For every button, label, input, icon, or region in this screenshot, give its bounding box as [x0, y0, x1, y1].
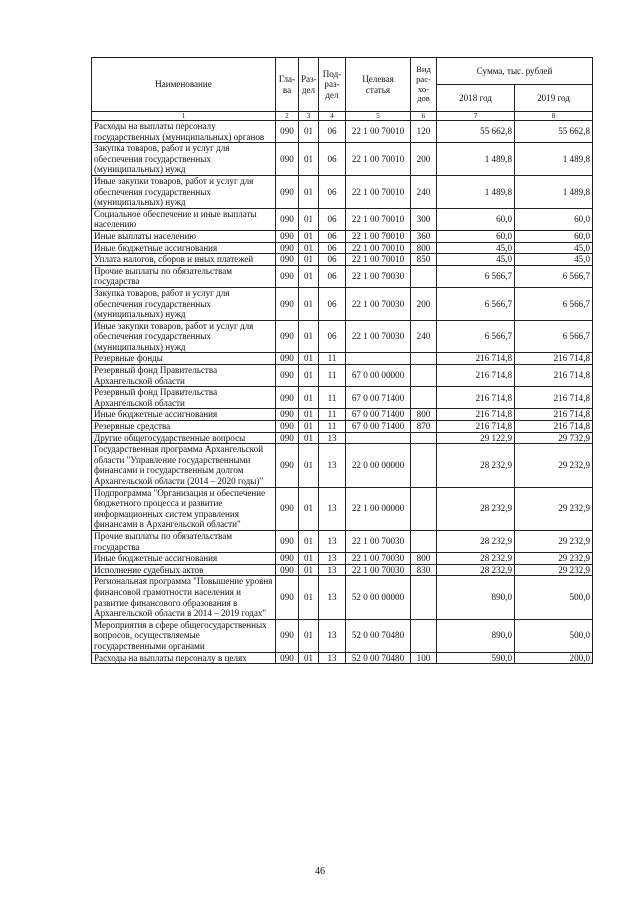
- header-year-2018: 2018 год: [437, 85, 515, 112]
- row-amount-2018: 55 662,8: [437, 121, 515, 143]
- row-amount-2019: 60,0: [515, 230, 593, 242]
- row-target-article: 22 1 00 70010: [346, 242, 411, 254]
- row-amount-2019: 29 232,9: [515, 564, 593, 576]
- row-expense-type: 830: [411, 564, 437, 576]
- row-target-article: 22 1 00 70010: [346, 175, 411, 208]
- row-glava: 090: [276, 353, 299, 365]
- row-razdel: 01: [299, 576, 319, 619]
- table-row: [92, 121, 593, 143]
- col-number: 3: [299, 112, 319, 121]
- row-amount-2019: 29 232,9: [515, 487, 593, 530]
- row-glava: 090: [276, 208, 299, 230]
- row-podrazdel: 06: [319, 320, 346, 353]
- row-podrazdel: 13: [319, 576, 346, 619]
- table-row: [92, 353, 593, 365]
- row-target-article: 67 0 00 71400: [346, 387, 411, 409]
- row-name: Иные закупки товаров, работ и услуг для обеспечения государственных (муниципальных) нужд: [92, 175, 276, 208]
- row-amount-2019: 1 489,8: [515, 143, 593, 176]
- row-razdel: 01: [299, 530, 319, 552]
- row-expense-type: [411, 487, 437, 530]
- row-amount-2019: 216 714,8: [515, 353, 593, 365]
- row-name: Иные бюджетные ассигнования: [92, 409, 276, 421]
- row-expense-type: 120: [411, 121, 437, 143]
- row-amount-2019: 29 732,9: [515, 432, 593, 444]
- row-target-article: 22 1 00 70010: [346, 230, 411, 242]
- table-row: [92, 287, 593, 320]
- row-expense-type: [411, 444, 437, 487]
- row-podrazdel: 11: [319, 353, 346, 365]
- row-expense-type: 870: [411, 421, 437, 433]
- row-amount-2018: 1 489,8: [437, 175, 515, 208]
- budget-table: [91, 57, 593, 664]
- table-header: [92, 58, 593, 121]
- header-row-1: [92, 58, 593, 85]
- row-name: Расходы на выплаты персоналу в целях: [92, 652, 276, 664]
- row-amount-2018: 6 566,7: [437, 320, 515, 353]
- row-target-article: [346, 432, 411, 444]
- row-amount-2019: 45,0: [515, 242, 593, 254]
- row-amount-2018: 28 232,9: [437, 487, 515, 530]
- row-podrazdel: 06: [319, 143, 346, 176]
- row-expense-type: [411, 353, 437, 365]
- row-amount-2018: 216 714,8: [437, 409, 515, 421]
- row-name: Социальное обеспечение и иные выплаты населению: [92, 208, 276, 230]
- row-expense-type: [411, 432, 437, 444]
- row-name: Прочие выплаты по обязательствам государства: [92, 265, 276, 287]
- row-expense-type: 100: [411, 652, 437, 664]
- row-target-article: 22 0 00 00000: [346, 444, 411, 487]
- row-name: Уплата налогов, сборов и иных платежей: [92, 254, 276, 266]
- table-row: [92, 143, 593, 176]
- header-sum: Сумма, тыс. рублей: [437, 58, 593, 85]
- row-amount-2019: 216 714,8: [515, 409, 593, 421]
- row-podrazdel: 06: [319, 208, 346, 230]
- row-podrazdel: 06: [319, 175, 346, 208]
- row-expense-type: [411, 576, 437, 619]
- row-expense-type: 240: [411, 175, 437, 208]
- row-amount-2018: 29 122,9: [437, 432, 515, 444]
- row-expense-type: [411, 530, 437, 552]
- row-podrazdel: 13: [319, 553, 346, 565]
- row-name: Другие общегосударственные вопросы: [92, 432, 276, 444]
- row-expense-type: 850: [411, 254, 437, 266]
- row-name: Резервные средства: [92, 421, 276, 433]
- row-target-article: 67 0 00 71400: [346, 421, 411, 433]
- row-name: Государственная программа Архангельской области "Управление государственными финансами и государственным долгом Архангельской области (2014 – 2020 годы)": [92, 444, 276, 487]
- row-target-article: 22 1 00 70010: [346, 208, 411, 230]
- row-name: Мероприятия в сфере общегосударственных вопросов, осуществляемые государственными органами: [92, 619, 276, 652]
- row-razdel: 01: [299, 619, 319, 652]
- row-razdel: 01: [299, 242, 319, 254]
- row-glava: 090: [276, 652, 299, 664]
- table-body: [92, 121, 593, 664]
- col-number: 4: [319, 112, 346, 121]
- row-target-article: 22 1 00 70010: [346, 121, 411, 143]
- row-razdel: 01: [299, 208, 319, 230]
- row-target-article: 67 0 00 00000: [346, 365, 411, 387]
- row-amount-2019: 216 714,8: [515, 421, 593, 433]
- row-razdel: 01: [299, 265, 319, 287]
- col-number: 2: [276, 112, 299, 121]
- budget-table-container: [91, 57, 592, 664]
- row-expense-type: 300: [411, 208, 437, 230]
- row-expense-type: 360: [411, 230, 437, 242]
- row-razdel: 01: [299, 432, 319, 444]
- header-name: Наименование: [92, 58, 276, 112]
- row-glava: 090: [276, 421, 299, 433]
- row-glava: 090: [276, 121, 299, 143]
- table-row: [92, 432, 593, 444]
- row-glava: 090: [276, 230, 299, 242]
- row-amount-2019: 200,0: [515, 652, 593, 664]
- row-amount-2019: 6 566,7: [515, 287, 593, 320]
- row-razdel: 01: [299, 409, 319, 421]
- row-glava: 090: [276, 320, 299, 353]
- table-row: [92, 230, 593, 242]
- row-amount-2018: 216 714,8: [437, 387, 515, 409]
- row-glava: 090: [276, 487, 299, 530]
- row-amount-2019: 6 566,7: [515, 320, 593, 353]
- table-row: [92, 652, 593, 664]
- row-target-article: 52 0 00 70480: [346, 652, 411, 664]
- row-razdel: 01: [299, 365, 319, 387]
- row-razdel: 01: [299, 652, 319, 664]
- row-podrazdel: 13: [319, 530, 346, 552]
- row-expense-type: 800: [411, 242, 437, 254]
- row-amount-2018: 28 232,9: [437, 530, 515, 552]
- row-target-article: 22 1 00 00000: [346, 487, 411, 530]
- row-podrazdel: 13: [319, 487, 346, 530]
- row-name: Закупка товаров, работ и услуг для обеспечения государственных (муниципальных) нужд: [92, 143, 276, 176]
- table-row: [92, 175, 593, 208]
- row-glava: 090: [276, 576, 299, 619]
- row-razdel: 01: [299, 444, 319, 487]
- row-podrazdel: 13: [319, 652, 346, 664]
- row-glava: 090: [276, 265, 299, 287]
- row-target-article: [346, 353, 411, 365]
- table-row: [92, 530, 593, 552]
- row-target-article: 22 1 00 70010: [346, 254, 411, 266]
- row-razdel: 01: [299, 553, 319, 565]
- row-name: Резервный фонд Правительства Архангельской области: [92, 365, 276, 387]
- row-amount-2019: 55 662,8: [515, 121, 593, 143]
- row-glava: 090: [276, 387, 299, 409]
- row-target-article: 22 1 00 70030: [346, 530, 411, 552]
- table-row: [92, 320, 593, 353]
- row-amount-2019: 6 566,7: [515, 265, 593, 287]
- row-amount-2019: 45,0: [515, 254, 593, 266]
- row-glava: 090: [276, 564, 299, 576]
- row-amount-2019: 1 489,8: [515, 175, 593, 208]
- row-target-article: 22 1 00 70010: [346, 143, 411, 176]
- table-row: [92, 444, 593, 487]
- row-amount-2019: 216 714,8: [515, 365, 593, 387]
- row-podrazdel: 06: [319, 287, 346, 320]
- row-razdel: 01: [299, 564, 319, 576]
- row-amount-2018: 216 714,8: [437, 365, 515, 387]
- row-razdel: 01: [299, 353, 319, 365]
- row-amount-2018: 60,0: [437, 208, 515, 230]
- table-row: [92, 576, 593, 619]
- row-amount-2018: 28 232,9: [437, 444, 515, 487]
- table-row: [92, 487, 593, 530]
- row-amount-2018: 216 714,8: [437, 421, 515, 433]
- row-amount-2018: 6 566,7: [437, 265, 515, 287]
- row-podrazdel: 13: [319, 444, 346, 487]
- row-name: Исполнение судебных актов: [92, 564, 276, 576]
- row-name: Прочие выплаты по обязательствам государства: [92, 530, 276, 552]
- row-expense-type: 800: [411, 553, 437, 565]
- row-name: Иные закупки товаров, работ и услуг для обеспечения государственных (муниципальных) нужд: [92, 320, 276, 353]
- row-expense-type: 800: [411, 409, 437, 421]
- row-expense-type: [411, 387, 437, 409]
- table-row: [92, 564, 593, 576]
- row-target-article: 22 1 00 70030: [346, 320, 411, 353]
- table-row: [92, 265, 593, 287]
- row-name: Иные бюджетные ассигнования: [92, 242, 276, 254]
- row-glava: 090: [276, 254, 299, 266]
- row-glava: 090: [276, 619, 299, 652]
- table-row: [92, 409, 593, 421]
- row-glava: 090: [276, 432, 299, 444]
- table-row: [92, 208, 593, 230]
- column-number-row: [92, 112, 593, 121]
- row-amount-2018: 45,0: [437, 254, 515, 266]
- row-target-article: 22 1 00 70030: [346, 265, 411, 287]
- row-target-article: 67 0 00 71400: [346, 409, 411, 421]
- row-amount-2018: 890,0: [437, 619, 515, 652]
- row-target-article: 22 1 00 70030: [346, 564, 411, 576]
- row-target-article: 52 0 00 00000: [346, 576, 411, 619]
- row-glava: 090: [276, 242, 299, 254]
- header-year-2019: 2019 год: [515, 85, 593, 112]
- row-razdel: 01: [299, 121, 319, 143]
- row-expense-type: [411, 265, 437, 287]
- row-podrazdel: 11: [319, 365, 346, 387]
- row-name: Расходы на выплаты персоналу государственных (муниципальных) органов: [92, 121, 276, 143]
- row-name: Региональная программа "Повышение уровня финансовой грамотности населения и развитие финансового образования в Архангельской области в 2014 – 2019 годах": [92, 576, 276, 619]
- col-number: 8: [515, 112, 593, 121]
- table-row: [92, 365, 593, 387]
- row-expense-type: 240: [411, 320, 437, 353]
- table-row: [92, 421, 593, 433]
- col-number: 6: [411, 112, 437, 121]
- row-name: Иные бюджетные ассигнования: [92, 553, 276, 565]
- row-razdel: 01: [299, 287, 319, 320]
- row-podrazdel: 11: [319, 409, 346, 421]
- row-name: Иные выплаты населению: [92, 230, 276, 242]
- row-podrazdel: 06: [319, 254, 346, 266]
- row-name: Резервный фонд Правительства Архангельской области: [92, 387, 276, 409]
- row-amount-2018: 890,0: [437, 576, 515, 619]
- row-razdel: 01: [299, 387, 319, 409]
- header-podrazdel: Под- раз- дел: [319, 58, 346, 112]
- col-number: 5: [346, 112, 411, 121]
- row-razdel: 01: [299, 143, 319, 176]
- row-name: Резервные фонды: [92, 353, 276, 365]
- row-target-article: 52 0 00 70480: [346, 619, 411, 652]
- row-amount-2018: 60,0: [437, 230, 515, 242]
- row-amount-2018: 6 566,7: [437, 287, 515, 320]
- row-target-article: 22 1 00 70030: [346, 287, 411, 320]
- row-expense-type: 200: [411, 143, 437, 176]
- row-amount-2019: 500,0: [515, 576, 593, 619]
- col-number: 7: [437, 112, 515, 121]
- row-glava: 090: [276, 143, 299, 176]
- row-amount-2019: 29 232,9: [515, 553, 593, 565]
- row-glava: 090: [276, 175, 299, 208]
- header-glava: Гла- ва: [276, 58, 299, 112]
- row-glava: 090: [276, 365, 299, 387]
- row-podrazdel: 06: [319, 121, 346, 143]
- row-expense-type: [411, 619, 437, 652]
- row-razdel: 01: [299, 254, 319, 266]
- row-razdel: 01: [299, 320, 319, 353]
- row-target-article: 22 1 00 70030: [346, 553, 411, 565]
- row-podrazdel: 11: [319, 421, 346, 433]
- row-razdel: 01: [299, 421, 319, 433]
- row-podrazdel: 13: [319, 432, 346, 444]
- row-glava: 090: [276, 409, 299, 421]
- header-razdel: Раз- дел: [299, 58, 319, 112]
- row-amount-2019: 60,0: [515, 208, 593, 230]
- table-row: [92, 242, 593, 254]
- row-podrazdel: 11: [319, 387, 346, 409]
- table-row: [92, 619, 593, 652]
- row-amount-2018: 28 232,9: [437, 564, 515, 576]
- row-amount-2018: 28 232,9: [437, 553, 515, 565]
- row-podrazdel: 13: [319, 619, 346, 652]
- row-podrazdel: 06: [319, 242, 346, 254]
- row-expense-type: 200: [411, 287, 437, 320]
- row-amount-2019: 29 232,9: [515, 530, 593, 552]
- header-target-article: Целевая статья: [346, 58, 411, 112]
- col-number: 1: [92, 112, 276, 121]
- row-expense-type: [411, 365, 437, 387]
- row-podrazdel: 06: [319, 265, 346, 287]
- row-amount-2018: 1 489,8: [437, 143, 515, 176]
- table-row: [92, 553, 593, 565]
- row-glava: 090: [276, 287, 299, 320]
- row-razdel: 01: [299, 487, 319, 530]
- row-amount-2018: 590,0: [437, 652, 515, 664]
- table-row: [92, 387, 593, 409]
- row-amount-2018: 216 714,8: [437, 353, 515, 365]
- table-row: [92, 254, 593, 266]
- row-amount-2019: 29 232,9: [515, 444, 593, 487]
- row-razdel: 01: [299, 175, 319, 208]
- row-glava: 090: [276, 444, 299, 487]
- row-glava: 090: [276, 553, 299, 565]
- row-amount-2019: 500,0: [515, 619, 593, 652]
- row-glava: 090: [276, 530, 299, 552]
- row-razdel: 01: [299, 230, 319, 242]
- row-amount-2019: 216 714,8: [515, 387, 593, 409]
- row-name: Подпрограмма "Организация и обеспечение бюджетного процесса и развитие информационных систем управления финансами в Архангельской области": [92, 487, 276, 530]
- row-podrazdel: 13: [319, 564, 346, 576]
- row-podrazdel: 06: [319, 230, 346, 242]
- row-amount-2018: 45,0: [437, 242, 515, 254]
- header-expense-type: Вид рас- хо- дов: [411, 58, 437, 112]
- page-number: 46: [315, 866, 325, 877]
- row-name: Закупка товаров, работ и услуг для обеспечения государственных (муниципальных) нужд: [92, 287, 276, 320]
